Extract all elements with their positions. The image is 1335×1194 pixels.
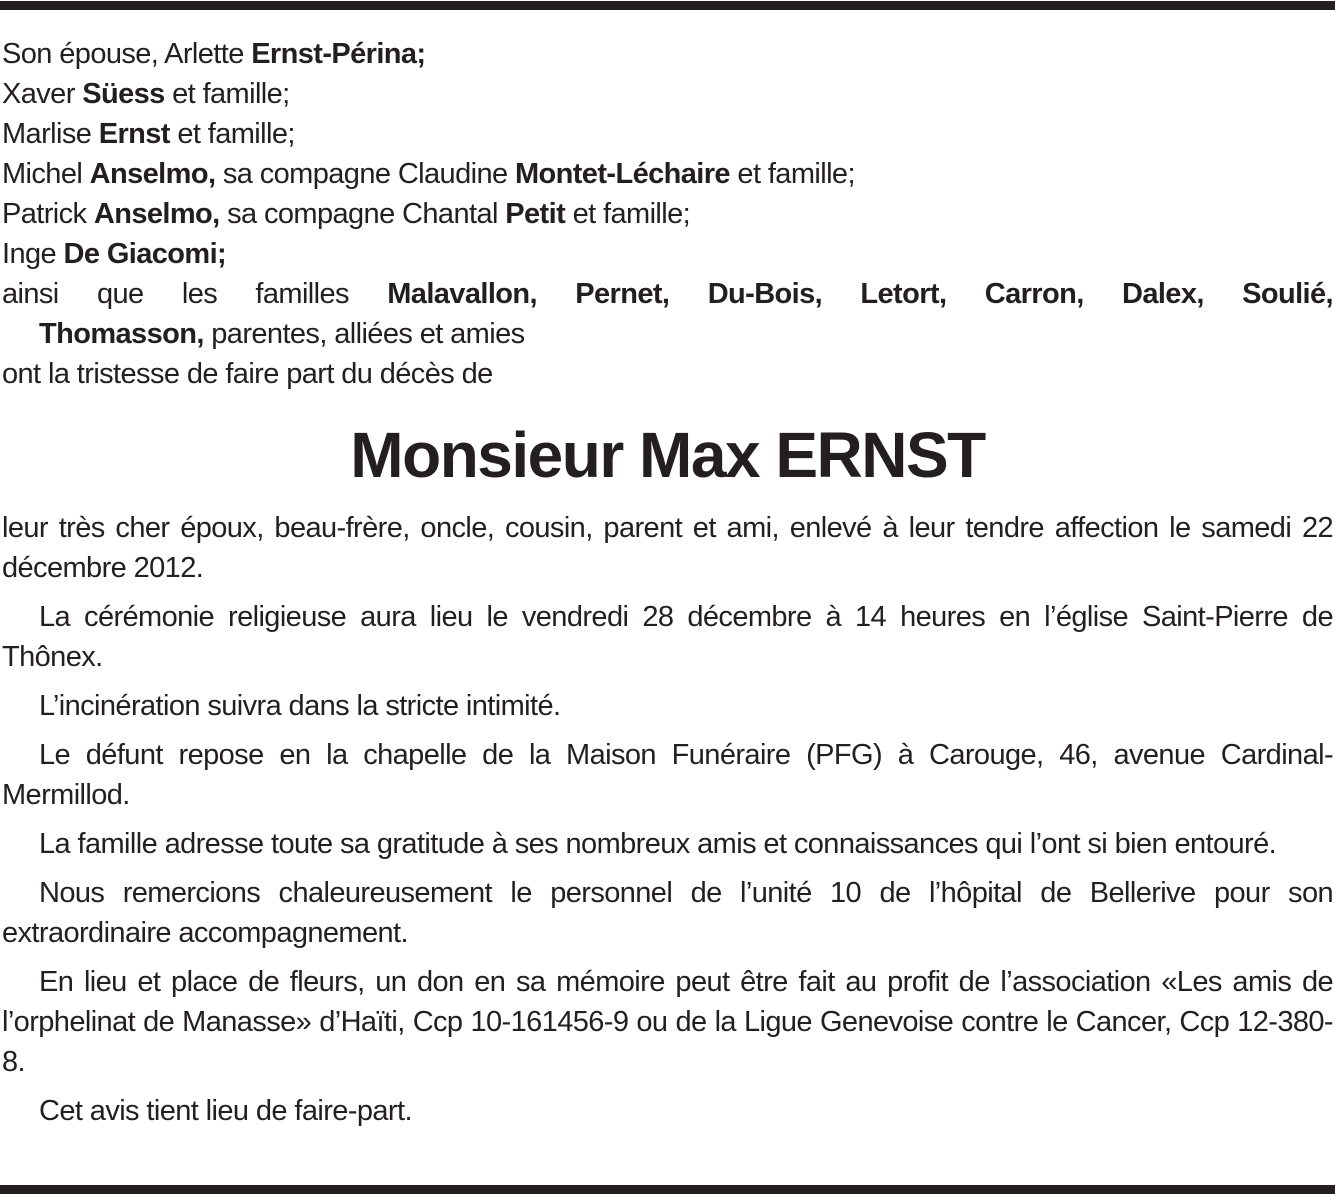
bold-name: Montet-Léchaire — [514, 158, 730, 190]
text: et famille; — [729, 158, 855, 190]
bold-name: Ernst-Périna; — [251, 38, 426, 70]
bottom-rule — [0, 1185, 1335, 1194]
paragraph-thanks: Nous remercions chaleureusement le personnel de l’unité 10 de l’hôpital de Bellerive pour son extraordinaire accompagnement. — [2, 877, 1333, 949]
text: ainsi que les familles — [2, 278, 388, 310]
family-line-5 — [2, 194, 1333, 234]
family-line-3 — [2, 114, 1333, 154]
text: et famille; — [169, 118, 295, 150]
bold-name: Malavallon, Pernet, Du-Bois, Letort, Carron, Dalex, Soulié, — [387, 278, 1333, 310]
family-line-2 — [2, 74, 1333, 114]
family-line-8 — [2, 314, 1333, 354]
text: Inge — [2, 238, 64, 270]
text: Marlise — [2, 118, 99, 150]
text: et famille; — [164, 78, 290, 110]
paragraph-ceremony: La cérémonie religieuse aura lieu le vendredi 28 décembre à 14 heures en l’église Saint-Pierre de Thônex. — [2, 601, 1333, 673]
obituary-notice — [2, 34, 1333, 1131]
text: Xaver — [2, 78, 83, 110]
announcement-line: ont la tristesse de faire part du décès de — [2, 358, 493, 390]
family-line-4 — [2, 154, 1333, 194]
bold-name: Petit — [505, 198, 566, 230]
paragraph-relation: leur très cher époux, beau-frère, oncle, cousin, parent et ami, enlevé à leur tendre affection le samedi 22 décembre 2012. — [2, 512, 1333, 584]
text: et famille; — [565, 198, 691, 230]
bold-name: De Giacomi; — [63, 238, 227, 270]
bold-name: Anselmo, — [93, 198, 220, 230]
bold-name: Anselmo, — [89, 158, 216, 190]
deceased-name: Monsieur Max ERNST — [350, 419, 985, 491]
text: Patrick — [2, 198, 94, 230]
family-line-6 — [2, 234, 1333, 274]
text: sa compagne Claudine — [215, 158, 515, 190]
family-line-7 — [2, 274, 1333, 314]
text: Son épouse, Arlette — [2, 38, 252, 70]
bold-name: Thomasson, — [39, 318, 204, 350]
text: Michel — [2, 158, 90, 190]
paragraph-gratitude: La famille adresse toute sa gratitude à ses nombreux amis et connaissances qui l’ont si bien entouré. — [39, 828, 1277, 860]
text: sa compagne Chantal — [219, 198, 506, 230]
bold-name: Ernst — [98, 118, 170, 150]
paragraph-closing: Cet avis tient lieu de faire-part. — [39, 1095, 412, 1127]
text: parentes, alliées et amies — [203, 318, 525, 350]
top-rule — [0, 1, 1335, 10]
paragraph-cremation: L’incinération suivra dans la stricte intimité. — [39, 690, 561, 722]
paragraph-repose: Le défunt repose en la chapelle de la Maison Funéraire (PFG) à Carouge, 46, avenue Cardinal-Mermillod. — [2, 739, 1333, 811]
bold-name: Süess — [82, 78, 165, 110]
family-line-1 — [2, 34, 1333, 74]
paragraph-donation: En lieu et place de fleurs, un don en sa mémoire peut être fait au profit de l’association «Les amis de l’orphelinat de Manasse» d’Haïti, Ccp 10-161456-9 ou de la Ligue Genevoise contre le Cancer, Ccp 12-380-8. — [2, 966, 1333, 1078]
